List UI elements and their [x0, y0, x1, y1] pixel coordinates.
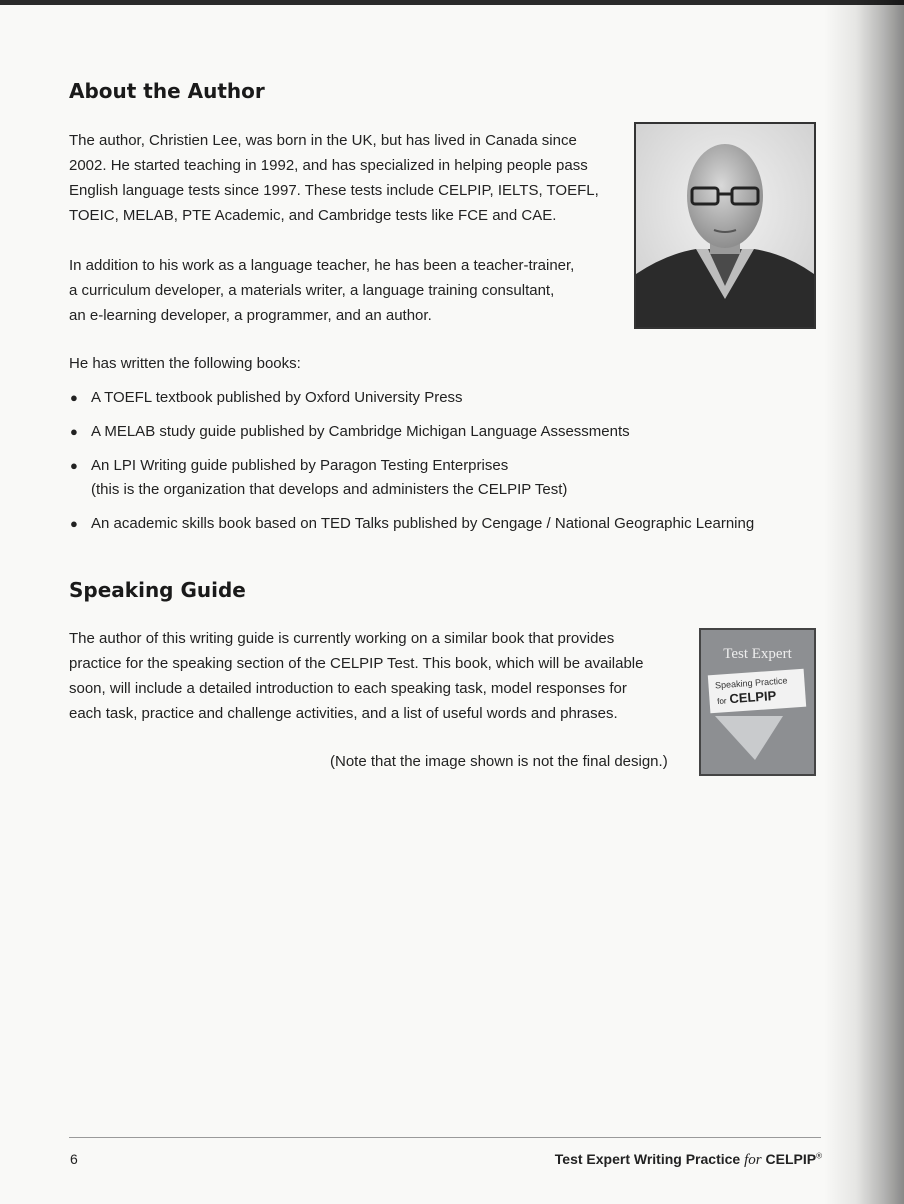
- image-note: (Note that the image shown is not the final design.): [330, 753, 668, 770]
- list-item: ● An academic skills book based on TED Talks published by Cengage / National Geographic Learning: [69, 512, 789, 536]
- text-line: In addition to his work as a language teacher, he has been a teacher-trainer,: [69, 257, 575, 274]
- about-paragraph-2: [69, 253, 574, 328]
- speaking-heading: Speaking Guide: [69, 578, 246, 602]
- text-line: an e-learning developer, a programmer, and an author.: [69, 307, 432, 324]
- page-gutter-shadow: [824, 0, 904, 1204]
- page-number: 6: [70, 1151, 78, 1167]
- author-photo: [634, 122, 816, 329]
- books-intro: He has written the following books:: [69, 355, 301, 372]
- cover-brand: for CELPIP: [716, 687, 777, 707]
- text-line: TOEIC, MELAB, PTE Academic, and Cambridge tests like FCE and CAE.: [69, 207, 557, 224]
- text-line: practice for the speaking section of the CELPIP Test. This book, which will be available: [69, 655, 644, 672]
- about-heading: About the Author: [69, 79, 265, 103]
- about-paragraph-1: [69, 128, 599, 228]
- cover-title: Test Expert: [723, 646, 792, 662]
- author-portrait-icon: [636, 124, 814, 327]
- text-line: 2002. He started teaching in 1992, and has specialized in helping people pass: [69, 157, 588, 174]
- list-item: ● A MELAB study guide published by Cambridge Michigan Language Assessments: [69, 420, 789, 444]
- books-list: [69, 386, 789, 546]
- list-item: ● An LPI Writing guide published by Paragon Testing Enterprises (this is the organization that develops and administers the CELPIP Test): [69, 454, 789, 502]
- bullet-icon: ●: [70, 390, 78, 405]
- text-line: each task, practice and challenge activities, and a list of useful words and phrases.: [69, 705, 618, 722]
- bullet-icon: ●: [70, 516, 78, 531]
- text-line: The author of this writing guide is currently working on a similar book that provides: [69, 630, 615, 647]
- book-cover: [699, 628, 816, 776]
- cover-arrow-shape: [715, 716, 783, 760]
- text-line: soon, will include a detailed introduction to each speaking task, model responses for: [69, 680, 627, 697]
- bullet-icon: ●: [70, 424, 78, 439]
- text-line: English language tests since 1997. These tests include CELPIP, IELTS, TOEFL,: [69, 182, 599, 199]
- running-footer-title: Test Expert Writing Practice for CELPIP®: [554, 1151, 822, 1168]
- bullet-icon: ●: [70, 458, 78, 473]
- footer-divider: [69, 1137, 821, 1138]
- page-top-edge: [0, 0, 904, 5]
- speaking-paragraph: [69, 626, 643, 726]
- text-line: a curriculum developer, a materials writer, a language training consultant,: [69, 282, 555, 299]
- list-item: ● A TOEFL textbook published by Oxford University Press: [69, 386, 789, 410]
- cover-subtitle: Speaking Practice: [714, 675, 788, 691]
- text-line: The author, Christien Lee, was born in the UK, but has lived in Canada since: [69, 132, 577, 149]
